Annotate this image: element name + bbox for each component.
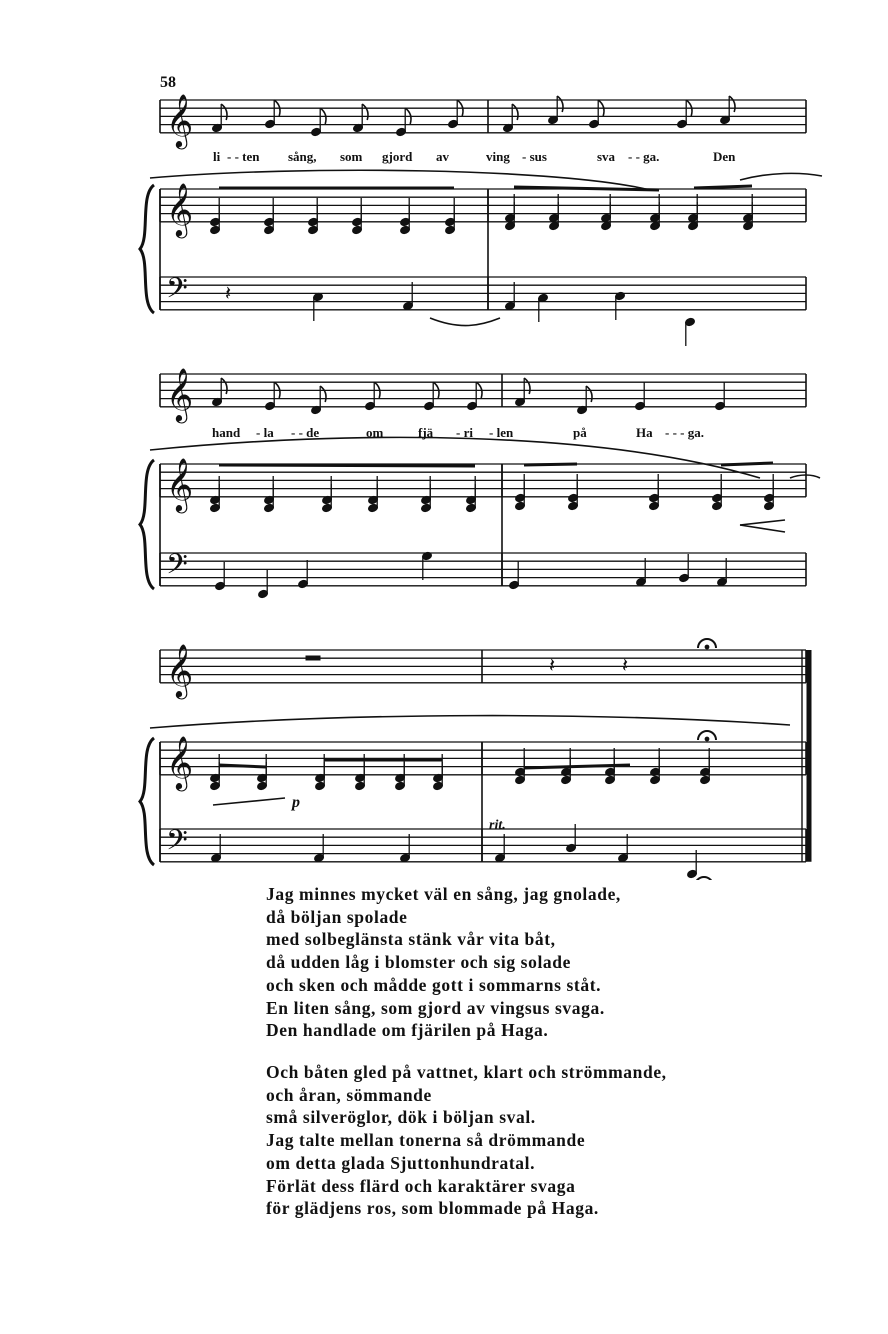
note [422, 551, 433, 580]
note [400, 834, 411, 863]
note [618, 834, 629, 863]
note [685, 317, 696, 346]
poem-line: då udden låg i blomster och sig solade [266, 952, 571, 973]
beam [524, 464, 577, 465]
rest-icon: 𝄽 [225, 281, 232, 305]
tempo-marking: rit. [489, 818, 506, 833]
slur [790, 475, 820, 478]
lyric-syllable: - la [256, 425, 274, 440]
poem-line: En liten sång, som gjord av vingsus svaga. [266, 997, 605, 1018]
beam [219, 465, 475, 466]
note [679, 554, 690, 583]
lyric-syllable: ving [486, 149, 510, 164]
beam [721, 463, 773, 465]
half-rest-icon [306, 656, 320, 660]
note [314, 834, 325, 863]
rest-icon: 𝄽 [549, 653, 556, 677]
fermata-icon [695, 877, 713, 880]
fermata-dot [705, 737, 708, 740]
poem-line: små silveröglor, dök i böljan sval. [266, 1107, 536, 1128]
note [635, 382, 646, 411]
note [615, 291, 626, 320]
note-flag [362, 104, 368, 120]
note [538, 293, 549, 322]
note-flag [320, 386, 326, 402]
poem-line: för glädjens ros, som blommade på Haga. [266, 1198, 599, 1219]
slur [740, 525, 785, 532]
note [509, 561, 520, 590]
note [687, 850, 698, 879]
bass-clef-icon: 𝄢 [166, 824, 188, 864]
lyric-syllable: - sus [522, 149, 547, 164]
note-flag [729, 96, 735, 112]
brace-icon [140, 738, 154, 865]
poem-line: Och båten gled på vattnet, klart och strömmande, [266, 1062, 667, 1082]
lyric-syllable: på [573, 425, 587, 440]
note-flag [221, 378, 227, 394]
bass-clef-icon: 𝄢 [166, 272, 188, 312]
poem-line: och åran, sömmande [266, 1084, 432, 1105]
note [298, 560, 309, 589]
note [215, 562, 226, 591]
note [566, 824, 577, 853]
lyric-syllable: - len [489, 425, 514, 440]
brace-icon [140, 460, 154, 589]
clefs [166, 93, 193, 864]
note-flag [221, 104, 227, 120]
poem-line: Den handlade om fjärilen på Haga. [266, 1020, 549, 1041]
lyric-syllable: Den [713, 149, 736, 164]
note-flag [524, 378, 530, 394]
treble-clef-icon: 𝄞 [166, 735, 194, 789]
note [505, 282, 516, 311]
lyric-syllable: - ri [456, 425, 473, 440]
lyric-syllable: hand [212, 425, 241, 440]
slur [213, 798, 285, 805]
treble-clef-icon: 𝄞 [166, 457, 194, 511]
lyric-syllable: om [366, 425, 384, 440]
lyric-syllable: - - ten [227, 149, 260, 164]
slur [150, 716, 790, 728]
note [715, 382, 726, 411]
poem-line: Jag talte mellan tonerna så drömmande [266, 1130, 586, 1151]
poem-line: Förlät dess flärd och karaktärer svaga [266, 1175, 576, 1196]
lyric-syllable: gjord [382, 149, 413, 164]
note-flag [557, 96, 563, 112]
note [495, 834, 506, 863]
rest-icon: 𝄽 [622, 653, 629, 677]
note [717, 558, 728, 587]
staff-lines [160, 100, 806, 862]
treble-clef-icon: 𝄞 [166, 93, 194, 147]
poem-line: och sken och mådde gott i sommarns ståt. [266, 974, 602, 995]
slur [740, 520, 785, 525]
note [636, 558, 647, 587]
poem-line: med solbeglänsta stänk vår vita båt, [266, 929, 556, 950]
poem-line: då böljan spolade [266, 906, 408, 927]
dynamic-marking: p [292, 794, 300, 811]
poem-line: Jag minnes mycket väl en sång, jag gnolade, [266, 884, 621, 904]
note [258, 570, 269, 599]
lyric-syllable: sång, [288, 149, 317, 164]
lyric-syllable: sva [597, 149, 616, 164]
slur [740, 173, 822, 180]
lyric-syllable: - - - ga. [665, 425, 704, 440]
poem-line: om detta glada Sjuttonhundratal. [266, 1152, 536, 1173]
brace-icon [140, 185, 154, 313]
lyric-syllable: som [340, 149, 363, 164]
note-flag [512, 104, 518, 120]
lyric-syllable: Ha [636, 425, 653, 440]
treble-clef-icon: 𝄞 [166, 182, 194, 236]
fermata-dot [705, 645, 708, 648]
lyric-syllable: av [436, 149, 449, 164]
lyric-syllable: fjä [418, 425, 434, 440]
note [211, 834, 222, 863]
slur [430, 318, 500, 326]
note [313, 292, 324, 321]
lyric-syllable: - - ga. [628, 149, 660, 164]
lyric-syllable: li [213, 149, 221, 164]
lyric-syllable: - - de [291, 425, 320, 440]
note-flag [586, 386, 592, 402]
treble-clef-icon: 𝄞 [166, 643, 194, 697]
bass-clef-icon: 𝄢 [166, 548, 188, 588]
beam [694, 186, 752, 188]
beam [219, 765, 266, 767]
page-number: 58 [160, 74, 176, 91]
note [403, 282, 414, 311]
treble-clef-icon: 𝄞 [166, 367, 194, 421]
